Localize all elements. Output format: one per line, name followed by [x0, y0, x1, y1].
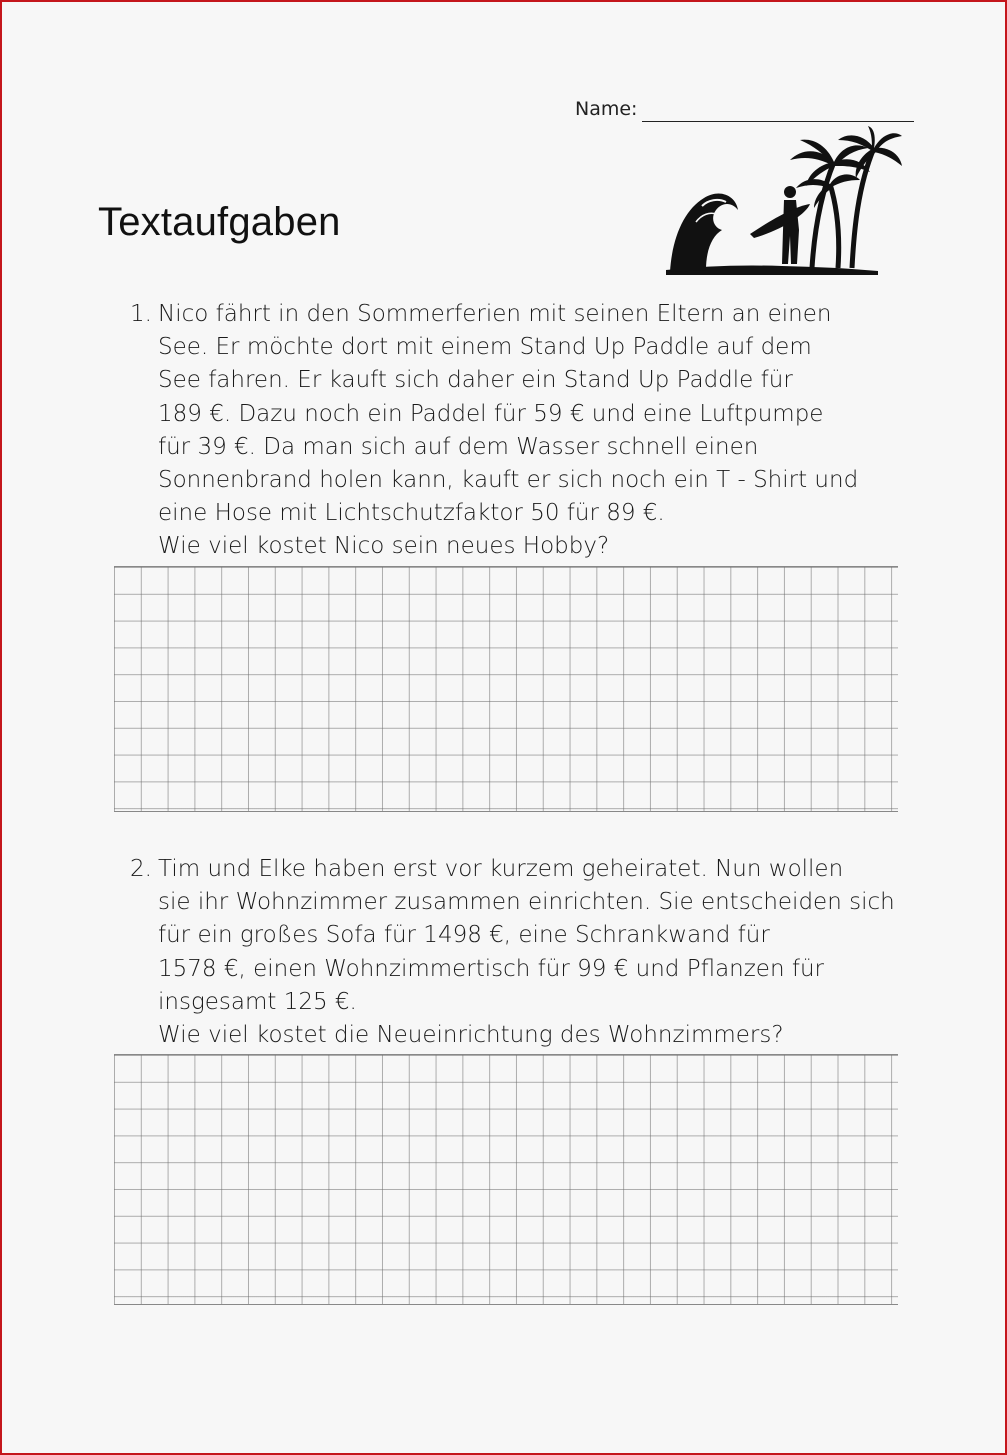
answer-grid-2[interactable] — [114, 1054, 898, 1305]
task-line: See. Er möchte dort mit einem Stand Up Paddle auf dem — [158, 334, 812, 361]
task-line: für 39 €. Da man sich auf dem Wasser schnell einen — [158, 433, 759, 460]
task-question: Wie viel kostet die Neueinrichtung des Wohnzimmers? — [158, 1021, 784, 1048]
task-line — [130, 853, 920, 886]
task-number: 2. — [130, 856, 152, 882]
task-line: 189 €. Dazu noch ein Paddel für 59 € und eine Luftpumpe — [158, 400, 824, 427]
task-line: für ein großes Sofa für 1498 €, eine Schrankwand für — [158, 922, 770, 949]
task-line: insgesamt 125 €. — [158, 988, 357, 1015]
task-line: eine Hose mit Lichtschutzfaktor 50 für 89 €. — [158, 500, 665, 527]
answer-grid-1[interactable] — [114, 566, 898, 812]
name-label: Name: — [575, 98, 638, 120]
task-line: See fahren. Er kauft sich daher ein Stand Up Paddle für — [158, 367, 793, 394]
task-1 — [130, 298, 920, 564]
task-2 — [130, 853, 920, 1052]
task-question: Wie viel kostet Nico sein neues Hobby? — [158, 533, 610, 560]
task-line: sie ihr Wohnzimmer zusammen einrichten. Sie entscheiden sich — [158, 889, 895, 916]
surfer-wave-palm-trees-icon — [662, 126, 904, 278]
task-line — [130, 298, 920, 331]
task-line: 1578 €, einen Wohnzimmertisch für 99 € und Pflanzen für — [158, 955, 824, 982]
task-line: Sonnenbrand holen kann, kauft er sich noch ein T - Shirt und — [158, 466, 859, 493]
page-title: Textaufgaben — [98, 200, 341, 244]
name-line — [642, 121, 914, 122]
task-text: Tim und Elke haben erst vor kurzem geheiratet. Nun wollen — [158, 856, 844, 882]
task-text: Nico fährt in den Sommerferien mit seinen Eltern an einen — [158, 301, 832, 327]
task-number: 1. — [130, 301, 152, 327]
